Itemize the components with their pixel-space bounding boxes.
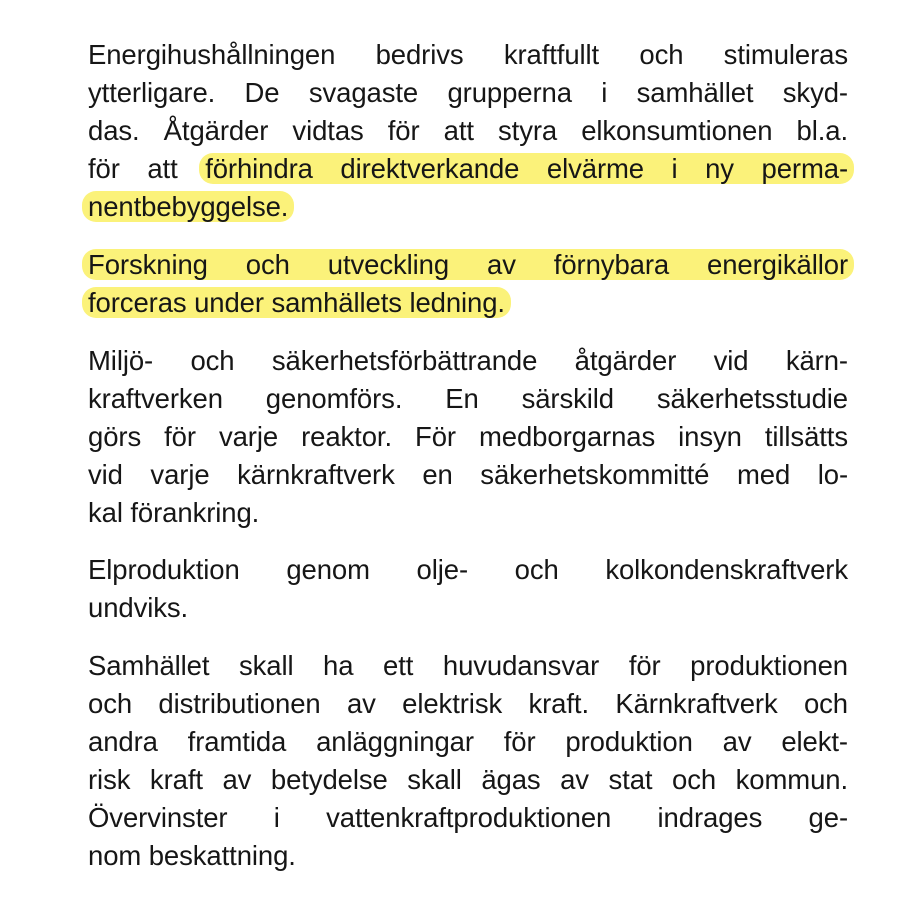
text-fragment: för att [88,153,178,184]
highlighted-text: Forskning och utveckling av förnybara energikällor [82,249,854,280]
highlighted-text: forceras under samhällets ledning. [82,287,511,318]
paragraph-public-ownership [88,647,848,875]
text-line: Elproduktion genom olje- och kolkondenskraftverk [88,554,848,585]
text-line: Samhället skall ha ett huvudansvar för produktionen [88,650,848,681]
paragraph-energy-conservation [88,36,848,226]
text-line: nom beskattning. [88,840,296,871]
text-line: vid varje kärnkraftverk en säkerhetskommitté med lo- [88,459,848,490]
paragraph-electricity-production [88,551,848,627]
paragraph-research [88,246,848,322]
highlighted-text: nentbebyggelse. [82,191,294,222]
text-line-highlighted [88,188,848,226]
text-line: kraftverken genomförs. En särskild säkerhetsstudie [88,383,848,414]
text-line-with-highlight [88,150,848,188]
text-line: das. Åtgärder vidtas för att styra elkonsumtionen bl.a. [88,115,848,146]
text-line: undviks. [88,592,189,623]
text-line-highlighted [88,246,848,284]
text-line: Miljö- och säkerhetsförbättrande åtgärder vid kärn- [88,345,848,376]
document-page [88,36,848,894]
text-line: kal förankring. [88,497,260,528]
text-line: andra framtida anläggningar för produktion av elekt- [88,726,848,757]
text-line: och distributionen av elektrisk kraft. Kärnkraftverk och [88,688,848,719]
text-line: görs för varje reaktor. För medborgarnas insyn tillsätts [88,421,848,452]
text-line: ytterligare. De svagaste grupperna i samhället skyd- [88,77,848,108]
paragraph-nuclear-safety [88,342,848,532]
text-line: Energihushållningen bedrivs kraftfullt och stimuleras [88,39,848,70]
highlighted-text: förhindra direktverkande elvärme i ny perma- [199,153,854,184]
text-line: risk kraft av betydelse skall ägas av stat och kommun. [88,764,848,795]
text-line-highlighted [88,284,848,322]
text-line: Övervinster i vattenkraftproduktionen indrages ge- [88,802,848,833]
